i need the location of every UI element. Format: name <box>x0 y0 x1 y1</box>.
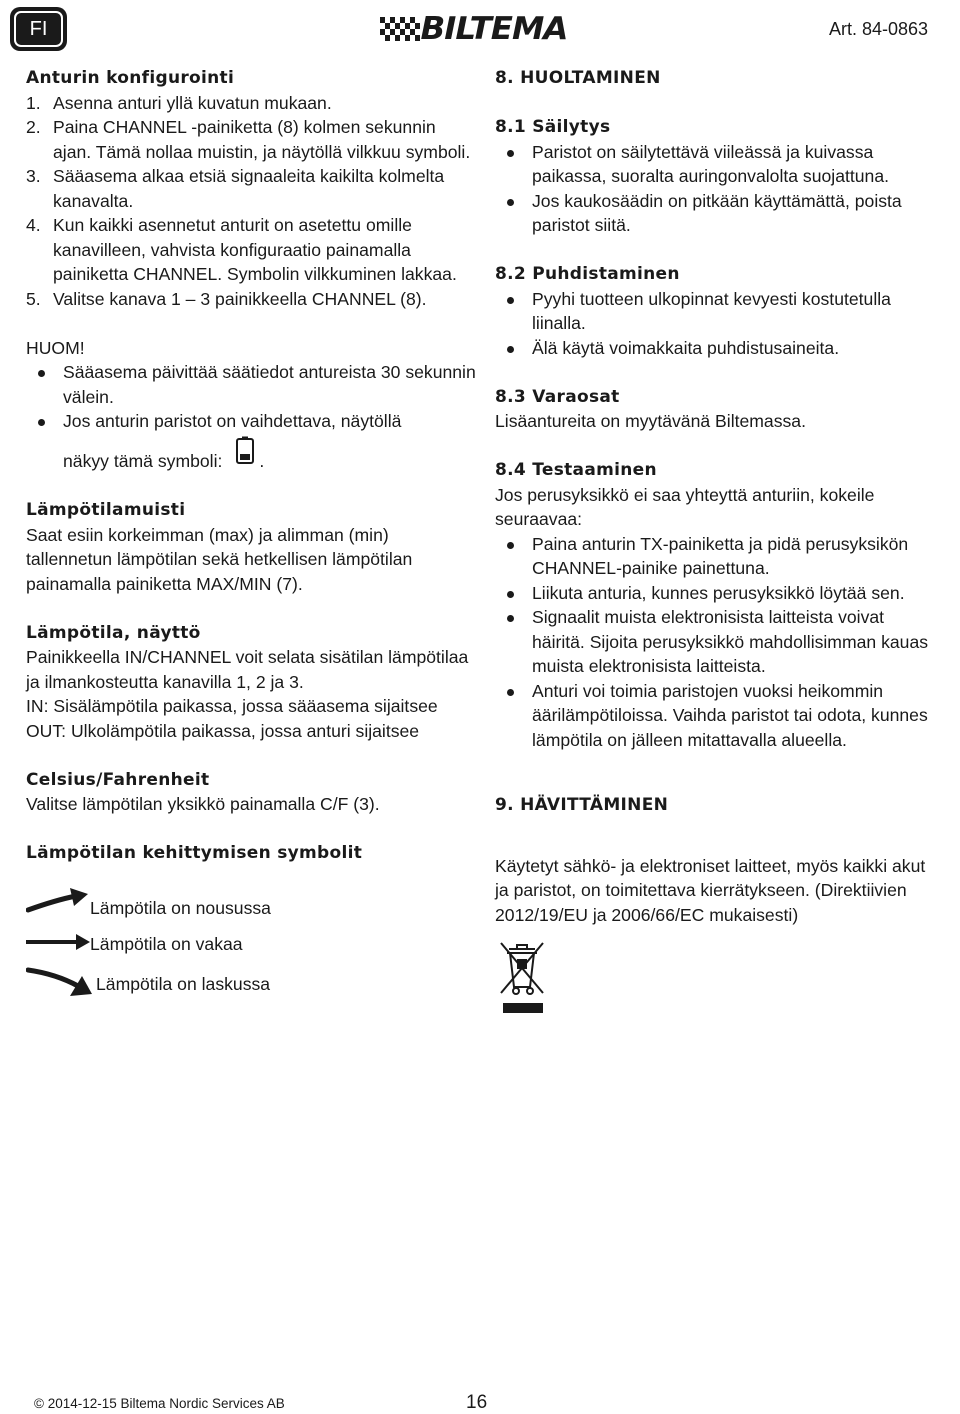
storage-list <box>495 140 935 238</box>
trend-stable-label: Lämpötila on vakaa <box>90 934 243 954</box>
right-column <box>495 66 935 1024</box>
page-number: 16 <box>466 1392 488 1413</box>
list-item: 3. Sääasema alkaa etsiä signaaleita kaikilta kolmelta kanavalta. <box>26 166 445 211</box>
brand-logo <box>380 11 568 47</box>
list-item: Signaalit muista elektronisista laitteista voivat häiritä. Sijoita perusyksikkö mahdollisimman kauas muista elektronisista laitteista. <box>495 605 935 679</box>
display-out-text: OUT: Ulkolämpötila paikassa, jossa anturi sijaitsee <box>26 720 420 741</box>
stable-arrow-icon <box>26 932 90 952</box>
list-item: Anturi voi toimia paristojen vuoksi heikommin äärilämpötiloissa. Vaihda paristot tai odota, kunnes lämpötila on jälleen mitattavalla alueella. <box>495 679 935 753</box>
list-item: 2. Paina CHANNEL -painiketta (8) kolmen sekunnin ajan. Tämä nollaa muistin, ja näytöllä vilkkuu symboli. <box>26 117 471 162</box>
trend-rising-label: Lämpötila on nousussa <box>90 898 271 918</box>
trend-heading: Lämpötilan kehittymisen symbolit <box>26 843 363 863</box>
page-header <box>0 0 960 60</box>
list-item: 5. Valitse kanava 1 – 3 painikkeella CHANNEL (8). <box>26 288 427 309</box>
memory-heading: Lämpötilamuisti <box>26 500 186 520</box>
display-text: Painikkeella IN/CHANNEL voit selata sisätilan lämpötilaa ja ilmankosteutta kanavilla 1, 2 ja 3. <box>26 647 469 692</box>
disposal-heading: 9. HÄVITTÄMINEN <box>495 794 669 815</box>
disposal-text: Käytetyt sähkö- ja elektroniset laitteet, myös kaikki akut ja paristot, on toimitettava kierrätykseen. (Direktiivien 2012/19/EU ja 2006/66/EC mukaisesti) <box>495 855 926 925</box>
trend-falling-row <box>26 962 476 998</box>
trend-falling-label: Lämpötila on laskussa <box>96 974 271 994</box>
note-list <box>26 360 476 474</box>
display-in-text: IN: Sisälämpötila paikassa, jossa sääasema sijaitsee <box>26 696 438 716</box>
spare-parts-heading: 8.3 Varaosat <box>495 386 620 407</box>
article-number: Art. 84-0863 <box>828 19 928 39</box>
testing-intro: Jos perusyksikkö ei saa yhteyttä anturiin, kokeile seuraavaa: <box>495 484 875 529</box>
trend-stable-row <box>26 926 476 962</box>
cf-text: Valitse lämpötilan yksikkö painamalla C/F (3). <box>26 794 380 814</box>
maintenance-heading: 8. HUOLTAMINEN <box>495 68 661 88</box>
list-item: Paristot on säilytettävä viileässä ja kuivassa paikassa, suoralta auringonvalolta suojattuna. <box>495 140 935 189</box>
spare-parts-text: Lisäantureita on myytävänä Biltemassa. <box>495 411 806 431</box>
cleaning-list <box>495 287 935 361</box>
falling-arrow-icon <box>26 962 96 998</box>
testing-heading: 8.4 Testaaminen <box>495 460 657 480</box>
list-item: Älä käytä voimakkaita puhdistusaineita. <box>495 336 935 361</box>
testing-list <box>495 532 935 753</box>
copyright: © 2014-12-15 Biltema Nordic Services AB <box>34 1396 285 1411</box>
rising-arrow-icon <box>26 886 90 916</box>
battery-low-icon <box>236 436 254 464</box>
list-item: 4. Kun kaikki asennetut anturit on asetettu omille kanavilleen, vahvista konfiguraatio painamalla painiketta CHANNEL. Symbolin vilkkuminen lakkaa. <box>26 215 457 284</box>
list-item: Sääasema päivittää säätiedot antureista 30 sekunnin välein. <box>26 360 476 409</box>
config-steps <box>26 91 476 312</box>
storage-heading: 8.1 Säilytys <box>495 117 611 137</box>
list-item: Jos anturin paristot on vaihdettava, näytöllä näkyy tämä symboli: . <box>26 409 476 474</box>
language-code: FI <box>14 11 63 47</box>
cf-heading: Celsius/Fahrenheit <box>26 769 210 790</box>
trend-rising-row <box>26 890 476 926</box>
note-heading: HUOM! <box>26 337 85 358</box>
list-item: Paina anturin TX-painiketta ja pidä perusyksikön CHANNEL-painike painettuna. <box>495 532 935 581</box>
brand-name: BILTEMA <box>420 11 568 47</box>
memory-text: Saat esiin korkeimman (max) ja alimman (min) tallennetun lämpötilan sekä hetkellisen lämpötilan painamalla painiketta MAX/MIN (7). <box>26 524 413 594</box>
list-item: Pyyhi tuotteen ulkopinnat kevyesti kostutetulla liinalla. <box>495 287 935 336</box>
language-badge <box>10 7 67 51</box>
cleaning-heading: 8.2 Puhdistaminen <box>495 264 680 284</box>
checkered-flag-icon <box>380 17 420 41</box>
list-item: 1. Asenna anturi yllä kuvatun mukaan. <box>26 92 332 113</box>
page-footer <box>0 1380 960 1414</box>
config-heading: Anturin konfigurointi <box>26 68 235 88</box>
display-heading: Lämpötila, näyttö <box>26 622 201 643</box>
list-item: Liikuta anturia, kunnes perusyksikkö löytää sen. <box>495 581 935 606</box>
list-item: Jos kaukosäädin on pitkään käyttämättä, poista paristot siitä. <box>495 189 935 238</box>
left-column <box>26 66 476 998</box>
weee-bin-icon <box>495 935 935 1024</box>
